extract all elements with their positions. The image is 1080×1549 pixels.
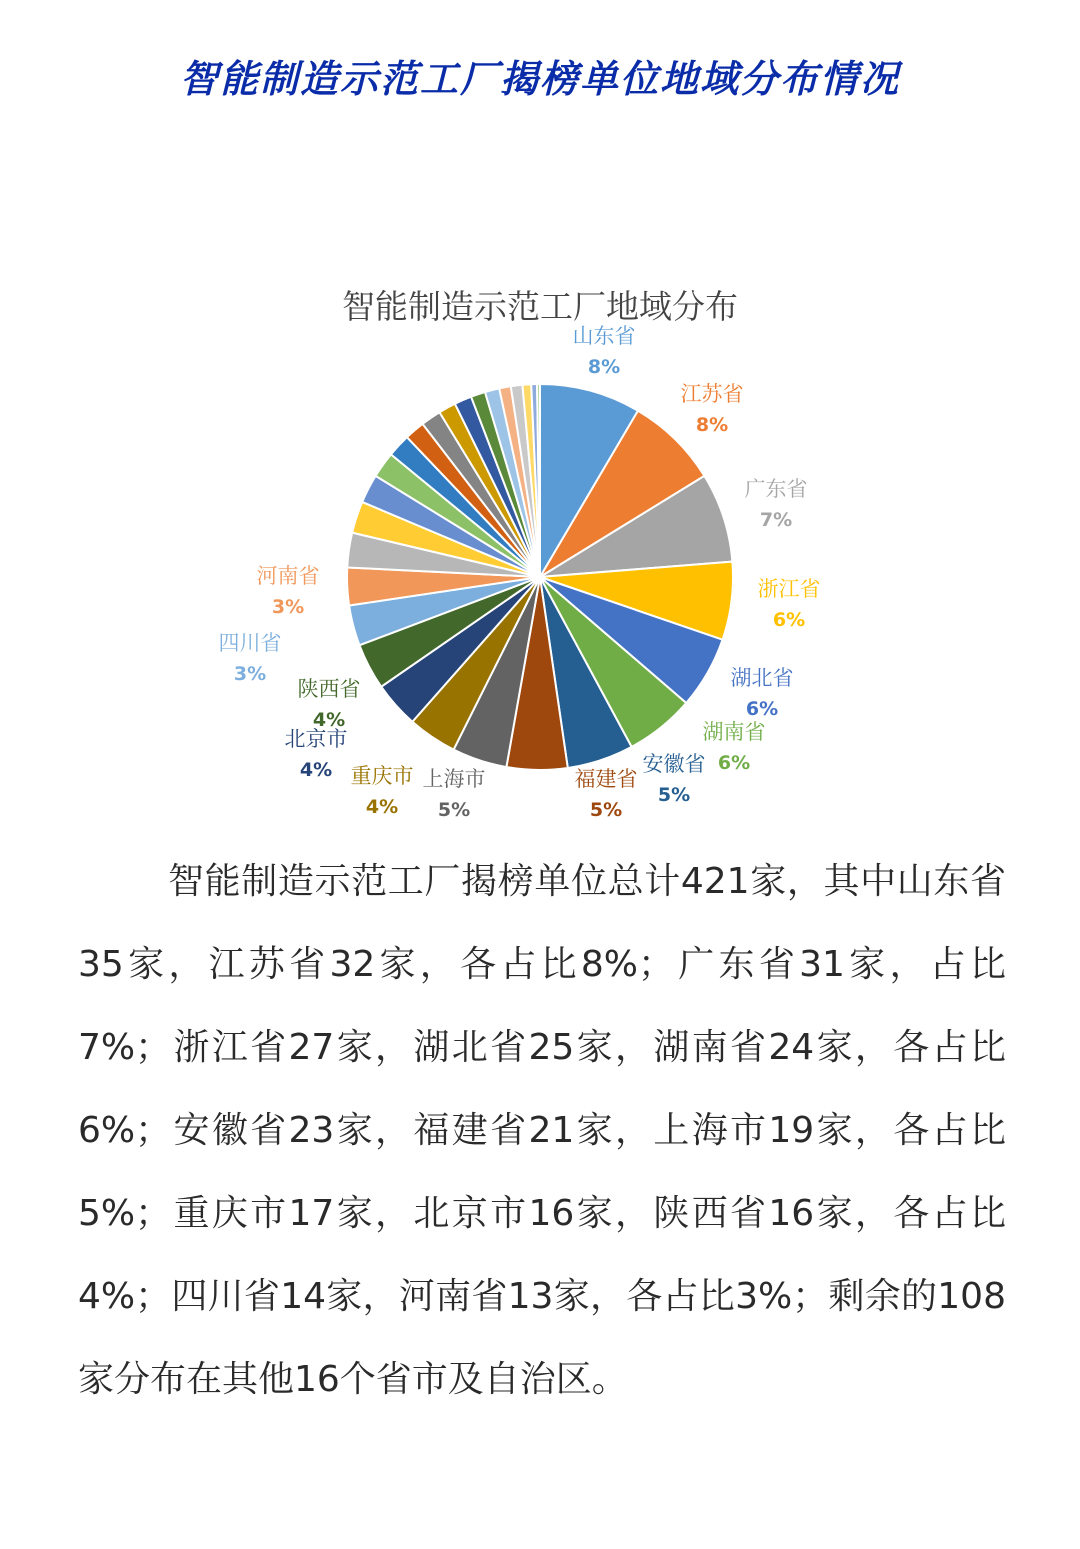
summary-paragraph: 智能制造示范工厂揭榜单位总计421家，其中山东省35家，江苏省32家，各占比8%；广东省31家，占比7%；浙江省27家，湖北省25家，湖南省24家，各占比6%；安徽省23家，福建省21家，上海市19家，各占比5%；重庆市17家，北京市16家，陕西省16家，各占比4%；四川省14家，河南省13家，各占比3%；剩余的108家分布在其他16个省市及自治区。 bbox=[78, 861, 1006, 1400]
slice-label-name: 湖北省 bbox=[730, 666, 794, 690]
slice-label-percent: 3% bbox=[271, 596, 305, 618]
slice-label-percent: 5% bbox=[657, 784, 691, 806]
slice-label-percent: 6% bbox=[772, 609, 806, 631]
slice-label-percent: 3% bbox=[233, 663, 267, 685]
slice-label-name: 河南省 bbox=[256, 564, 320, 588]
slice-label-name: 上海市 bbox=[422, 767, 486, 791]
chart-title: 智能制造示范工厂地域分布 bbox=[342, 287, 738, 326]
slice-label-name: 陕西省 bbox=[297, 677, 361, 701]
slice-label-name: 江苏省 bbox=[680, 382, 744, 406]
slice-label-percent: 4% bbox=[312, 709, 346, 731]
page-title: 智能制造示范工厂揭榜单位地域分布情况 bbox=[179, 57, 900, 101]
slice-label-name: 重庆市 bbox=[350, 764, 414, 788]
slice-label-name: 安徽省 bbox=[642, 752, 706, 776]
slice-label-name: 广东省 bbox=[744, 477, 808, 501]
slice-label-name: 浙江省 bbox=[757, 577, 821, 601]
slice-label-percent: 6% bbox=[717, 752, 751, 774]
slice-label-name: 北京市 bbox=[284, 727, 348, 751]
pie-chart bbox=[0, 270, 1080, 830]
slice-label-name: 四川省 bbox=[218, 631, 282, 655]
slice-label-percent: 8% bbox=[587, 356, 621, 378]
slice-label-percent: 5% bbox=[589, 799, 623, 821]
slice-label-percent: 5% bbox=[437, 799, 471, 821]
slice-label-percent: 4% bbox=[365, 796, 399, 818]
slice-label-percent: 7% bbox=[759, 509, 793, 531]
slice-label-percent: 4% bbox=[299, 759, 333, 781]
slice-label-name: 福建省 bbox=[574, 767, 638, 791]
slice-label-name: 山东省 bbox=[572, 324, 636, 348]
slice-label-percent: 6% bbox=[745, 698, 779, 720]
slice-label-percent: 8% bbox=[695, 414, 729, 436]
slice-label-name: 湖南省 bbox=[702, 720, 766, 744]
